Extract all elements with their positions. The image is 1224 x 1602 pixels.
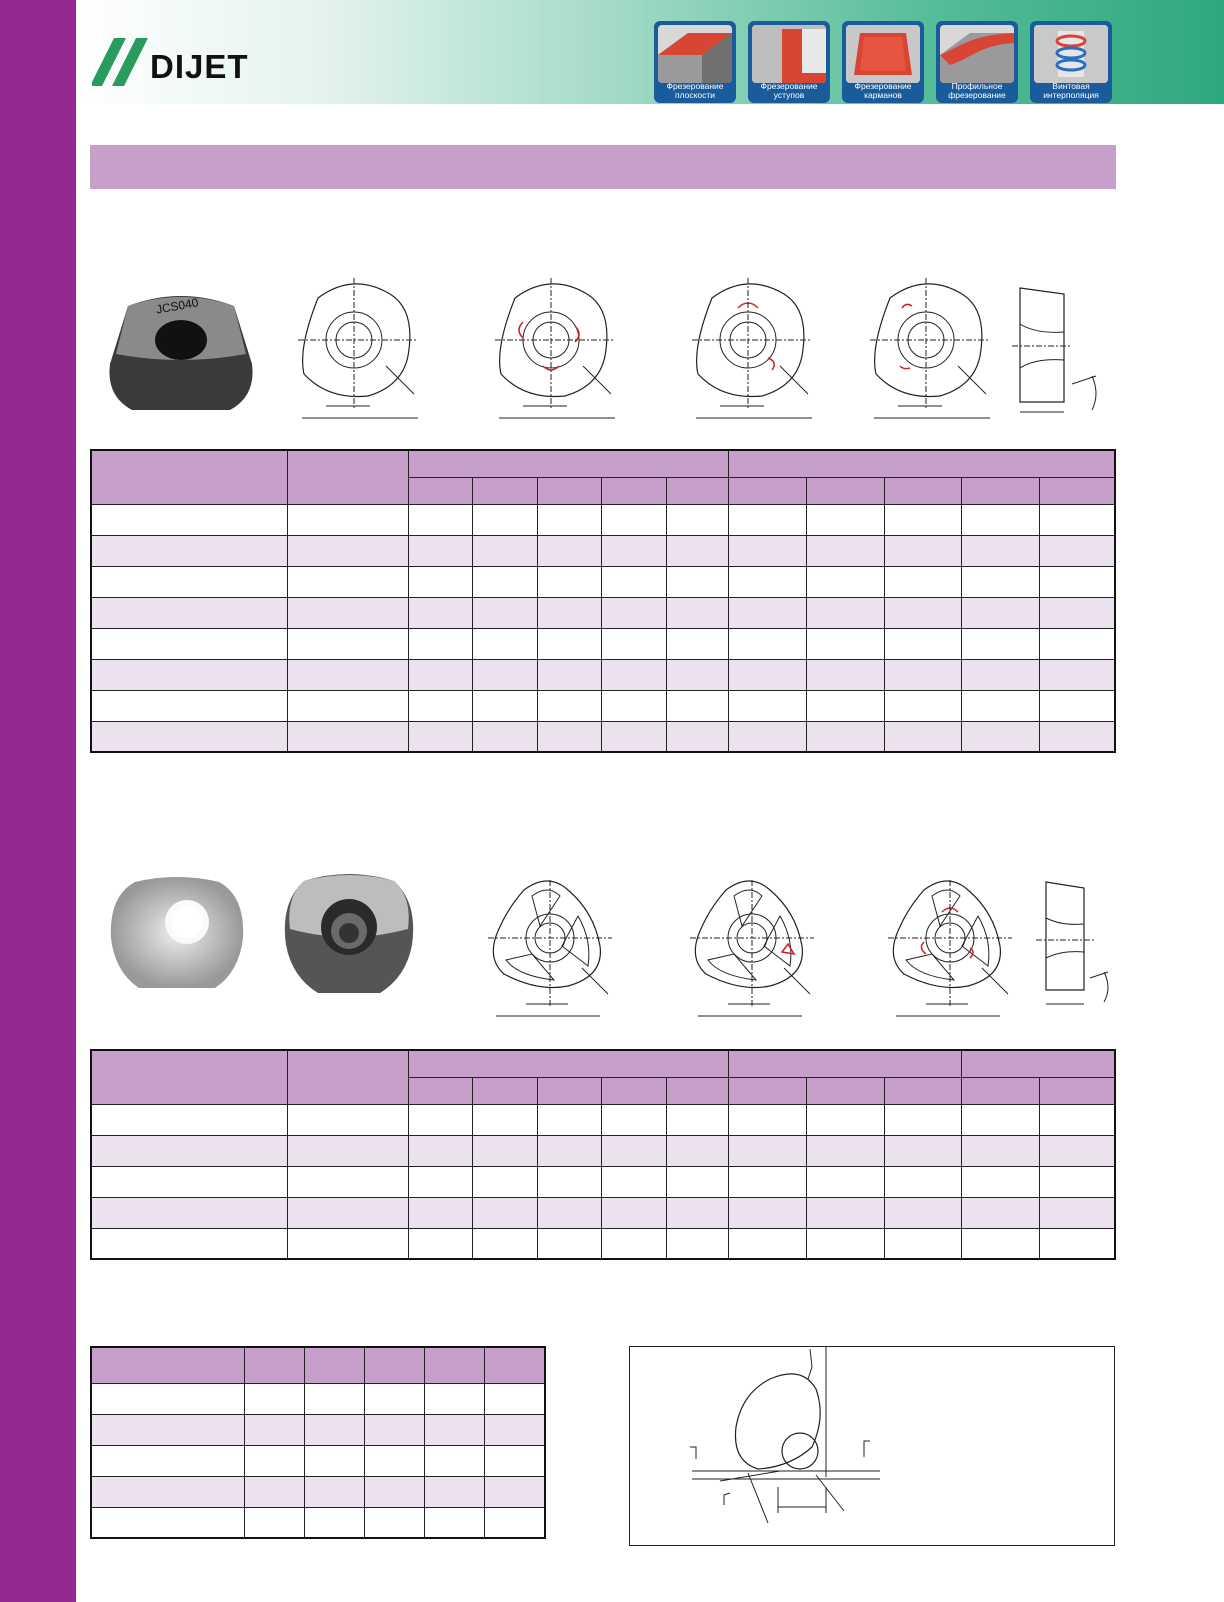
op-label: карманов <box>864 90 902 100</box>
table-row <box>91 1445 545 1476</box>
header-cell <box>91 450 288 504</box>
table-row <box>91 1383 545 1414</box>
header-group <box>408 450 728 477</box>
face-milling-icon <box>658 25 732 83</box>
table-row <box>91 628 1115 659</box>
cutting-geometry-figure <box>629 1346 1115 1546</box>
op-label: интерполяция <box>1043 90 1099 100</box>
table-row <box>91 659 1115 690</box>
header-cell <box>729 477 807 504</box>
table-row <box>91 1476 545 1507</box>
op-pocket-milling <box>842 21 924 103</box>
op-label: фрезерование <box>948 90 1006 100</box>
helical-interpolation-icon <box>1034 25 1108 83</box>
header-cell <box>244 1347 304 1383</box>
table-row <box>91 1414 545 1445</box>
op-face-milling <box>654 21 736 103</box>
op-label: Фрезерование <box>666 81 724 91</box>
table-row <box>91 1228 1115 1259</box>
header-cell <box>484 1347 545 1383</box>
section-title-bar <box>90 145 1116 189</box>
op-label: Винтовая <box>1052 81 1090 91</box>
insert-photo <box>106 288 256 418</box>
header-cell <box>729 1077 807 1104</box>
pocket-milling-icon <box>846 25 920 83</box>
insert-marking: JCS040 <box>154 295 200 317</box>
header-cell <box>91 1347 244 1383</box>
header-group <box>962 1050 1115 1077</box>
op-helical-interpolation <box>1030 21 1112 103</box>
header-group <box>408 1050 728 1077</box>
op-label: плоскости <box>674 90 716 100</box>
op-label: Фрезерование <box>854 81 912 91</box>
header-cell <box>666 477 729 504</box>
table-row <box>91 1197 1115 1228</box>
header-cell <box>288 1050 409 1104</box>
header-cell <box>884 477 962 504</box>
shoulder-milling-icon <box>752 25 826 83</box>
side-color-band <box>0 0 76 1602</box>
insert-drawing-2 <box>495 278 625 430</box>
insert-drawing-3 <box>692 278 822 430</box>
insert-drawing-7 <box>888 876 1023 1028</box>
header-cell <box>602 477 666 504</box>
table-row <box>91 504 1115 535</box>
header-cell <box>473 1077 537 1104</box>
header-cell <box>304 1347 364 1383</box>
header-cell <box>91 1050 288 1104</box>
table-row <box>91 535 1115 566</box>
insert-drawing-6 <box>690 876 825 1028</box>
header-cell <box>884 1077 962 1104</box>
header-cell <box>364 1347 424 1383</box>
header-cell <box>408 1077 472 1104</box>
header-cell <box>1039 1077 1115 1104</box>
profile-milling-icon <box>940 25 1014 83</box>
table-row <box>91 1166 1115 1197</box>
op-label: Профильное <box>951 81 1003 91</box>
op-shoulder-milling <box>748 21 830 103</box>
op-label: уступов <box>773 90 805 100</box>
header-cell <box>807 477 885 504</box>
header-cell <box>666 1077 729 1104</box>
spec-table-3 <box>90 1346 546 1539</box>
header-cell <box>602 1077 666 1104</box>
header-group <box>729 1050 962 1077</box>
table-row <box>91 690 1115 721</box>
insert-photo-dark <box>280 873 418 998</box>
header-cell <box>537 1077 601 1104</box>
header-cell <box>962 1077 1040 1104</box>
header-cell <box>807 1077 885 1104</box>
dijet-logo <box>92 36 282 90</box>
spec-table-2 <box>90 1049 1116 1260</box>
op-label: Фрезерование <box>760 81 818 91</box>
insert-drawing-5 <box>488 876 623 1028</box>
logo-wordmark: DIJET <box>150 48 249 85</box>
table-row <box>91 721 1115 752</box>
header-cell <box>537 477 601 504</box>
header-cell <box>473 477 537 504</box>
header-cell <box>408 477 472 504</box>
insert-side-view-2 <box>1034 878 1114 1028</box>
header-cell <box>1039 477 1115 504</box>
header-cell <box>962 477 1040 504</box>
table-row <box>91 597 1115 628</box>
table-row <box>91 1135 1115 1166</box>
header-cell <box>288 450 409 504</box>
insert-side-view-1 <box>1012 284 1102 434</box>
header-group <box>729 450 1115 477</box>
table-row <box>91 1104 1115 1135</box>
insert-drawing-1 <box>298 278 428 430</box>
operation-icons <box>654 21 1112 103</box>
header-cell <box>424 1347 484 1383</box>
insert-drawing-4 <box>870 278 1000 430</box>
spec-table-1 <box>90 449 1116 753</box>
insert-photo-silver <box>105 876 250 994</box>
op-profile-milling <box>936 21 1018 103</box>
table-row <box>91 1507 545 1538</box>
table-row <box>91 566 1115 597</box>
